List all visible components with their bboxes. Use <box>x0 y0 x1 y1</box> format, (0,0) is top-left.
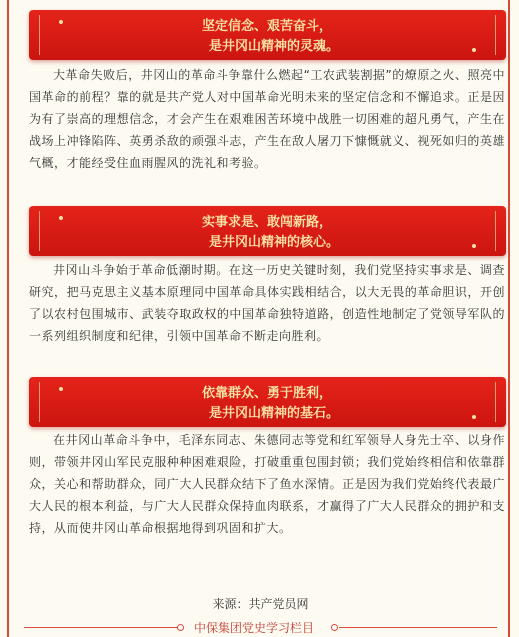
section-3-banner-wrap <box>29 377 506 427</box>
footer-divider-right <box>339 627 497 628</box>
banner-line-2: 是井冈山精神的基石。 <box>209 406 340 421</box>
section-paragraph: 井冈山斗争始于革命低潮时期。在这一历史关键时刻，我们党坚持实事求是、调查研究，把马克思主义基本原理同中国革命具体实践相结合，以大无畏的革命胆识，开创了以农村包围城市、武装夺取政权的中国革命独特道路，创造性地制定了党领导军队的一系列组织制度和纪律，引领中国革命不断走向胜利。 <box>29 263 505 343</box>
source-credit: 来源：共产党员网 <box>212 597 309 611</box>
footer-column-label: 中保集团党史学习栏目 <box>194 621 315 635</box>
section-paragraph: 大革命失败后，井冈山的革命斗争靠什么燃起“工农武装割据”的燎原之火、照亮中国革命的前程？靠的就是共产党人对中国革命光明未来的坚定信念和不懈追求。正是因为有了崇高的理想信念，才会产生在艰难困苦环境中战胜一切困难的超凡勇气，产生在战场上冲锋陷阵、英勇杀敌的顽强斗志，产生在敌人屠刀下慷慨就义、视死如归的英雄气概，才能经受住血雨腥风的洗礼和考验。 <box>29 68 505 170</box>
article-frame <box>7 0 510 637</box>
footer-column-tag <box>9 619 512 637</box>
section-banner <box>29 10 506 60</box>
section-1-banner-wrap <box>29 10 506 60</box>
footer-dot-icon <box>177 624 184 631</box>
footer-dot-icon <box>331 624 338 631</box>
section-2-banner-wrap <box>29 206 506 256</box>
section-banner <box>29 377 506 427</box>
banner-dot-icon <box>59 20 63 24</box>
banner-dot-icon <box>472 48 476 52</box>
banner-dot-icon <box>472 244 476 248</box>
section-paragraph: 在井冈山革命斗争中，毛泽东同志、朱德同志等党和红军领导人身先士卒、以身作则，带领井冈山军民克服种种困难艰险，打破重重包围封锁；我们党始终相信和依靠群众，关心和帮助群众，同广大人民群众结下了鱼水深情。正是因为我们党始终代表最广大人民的根本利益，与广大人民群众保持血肉联系，才赢得了广大人民群众的拥护和支持，从而使井冈山革命根据地得到巩固和扩大。 <box>29 433 505 535</box>
banner-dot-icon <box>59 216 63 220</box>
section-banner <box>29 206 506 256</box>
banner-line-1: 实事求是、敢闯新路， <box>202 215 333 230</box>
banner-dot-icon <box>472 415 476 419</box>
banner-dot-icon <box>59 387 63 391</box>
footer-divider-left <box>24 627 179 628</box>
banner-line-2: 是井冈山精神的灵魂。 <box>209 39 340 54</box>
banner-line-1: 依靠群众、勇于胜利， <box>202 386 333 401</box>
banner-line-2: 是井冈山精神的核心。 <box>209 235 340 250</box>
banner-line-1: 坚定信念、艰苦奋斗， <box>202 19 333 34</box>
